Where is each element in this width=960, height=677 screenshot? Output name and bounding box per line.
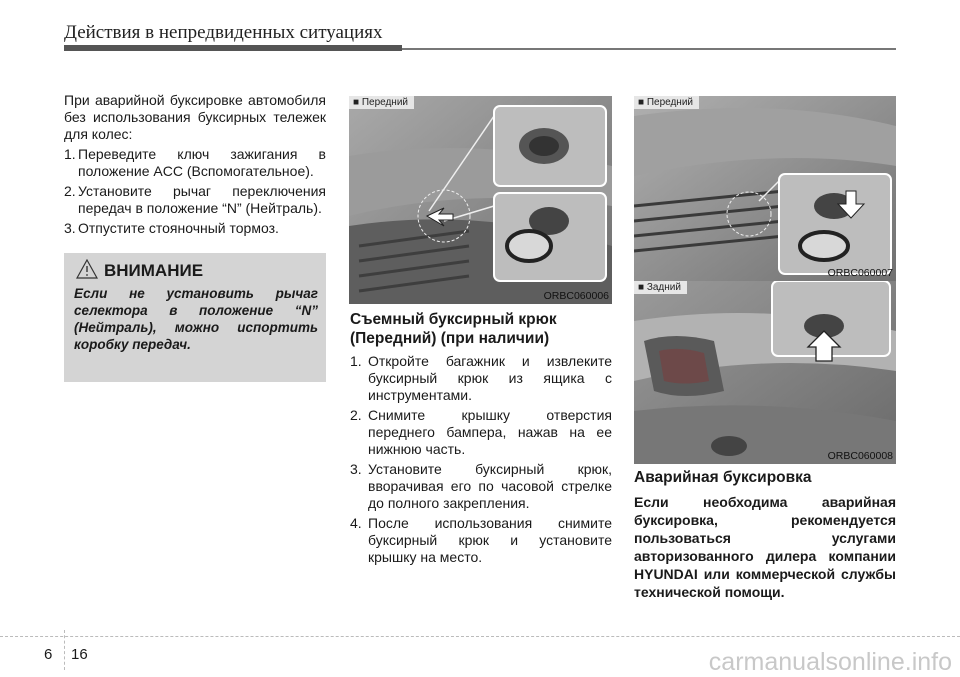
section-number: 6 — [44, 646, 53, 663]
photo-label: ■ Передний — [349, 96, 414, 109]
warning-text: Если не установить рычаг селектора в положение “N” (Нейтраль), можно испортить коробку передач. — [74, 286, 318, 352]
list-number: 1. — [350, 353, 362, 369]
column-right — [634, 468, 896, 601]
list-item — [350, 515, 612, 566]
list-item — [64, 146, 326, 180]
list-number: 4. — [350, 515, 362, 531]
list-item — [350, 353, 612, 404]
page-number: 16 — [71, 646, 88, 663]
photo-rear-hook-point — [634, 281, 896, 464]
footer-divider — [64, 630, 65, 670]
list-number: 2. — [64, 183, 76, 199]
photo-label: ■ Передний — [634, 96, 699, 109]
list-item — [64, 183, 326, 217]
list-item — [350, 407, 612, 458]
header-bar — [64, 45, 402, 51]
column-middle — [350, 310, 612, 566]
section-title-emergency-towing: Аварийная буксировка — [634, 469, 812, 486]
list-text: Откройте багажник и извлеките буксирный крюк из ящика с инструментами. — [368, 353, 612, 403]
warning-box — [64, 253, 326, 382]
footer-rule — [0, 636, 960, 637]
watermark: carmanualsonline.info — [708, 648, 952, 676]
photo-code: ORBC060008 — [827, 450, 893, 462]
list-text: Переведите ключ зажигания в положение ACC (Вспомогательное). — [78, 146, 326, 179]
list-item — [350, 461, 612, 512]
list-text: Снимите крышку отверстия переднего бампера, нажав на ее нижнюю часть. — [368, 407, 612, 457]
list-text: Установите рычаг переключения передач в положение “N” (Нейтраль). — [78, 183, 326, 216]
section-title-tow-hook: Съемный буксирный крюк (Передний) (при наличии) — [350, 311, 557, 347]
header-rule — [402, 48, 896, 50]
list-number: 3. — [350, 461, 362, 477]
photo-front-hook-point — [634, 96, 896, 281]
warning-title: ВНИМАНИЕ — [104, 261, 204, 280]
list-number: 1. — [64, 146, 76, 162]
photo-label: ■ Задний — [634, 281, 687, 294]
photo-code: ORBC060006 — [543, 290, 609, 302]
list-text: Отпустите стояночный тормоз. — [78, 220, 279, 236]
page-header-title: Действия в непредвиденных ситуациях — [64, 22, 383, 43]
list-number: 2. — [350, 407, 362, 423]
photo-front-tow-hook — [349, 96, 612, 304]
column-left — [64, 92, 326, 237]
list-text: Установите буксирный крюк, вворачивая его по часовой стрелке до полного закрепления. — [368, 461, 612, 511]
emergency-towing-paragraph: Если необходима аварийная буксировка, рекомендуется пользоваться услугами авторизованного дилера компании HYUNDAI или коммерческой службы технической помощи. — [634, 494, 896, 600]
list-number: 3. — [64, 220, 76, 236]
intro-paragraph: При аварийной буксировке автомобиля без использования буксирных тележек для колес: — [64, 92, 326, 142]
list-text: После использования снимите буксирный крюк и установите крышку на место. — [368, 515, 612, 565]
list-item — [64, 220, 326, 237]
warning-triangle-icon — [76, 259, 98, 279]
photo-code: ORBC060007 — [827, 267, 893, 279]
